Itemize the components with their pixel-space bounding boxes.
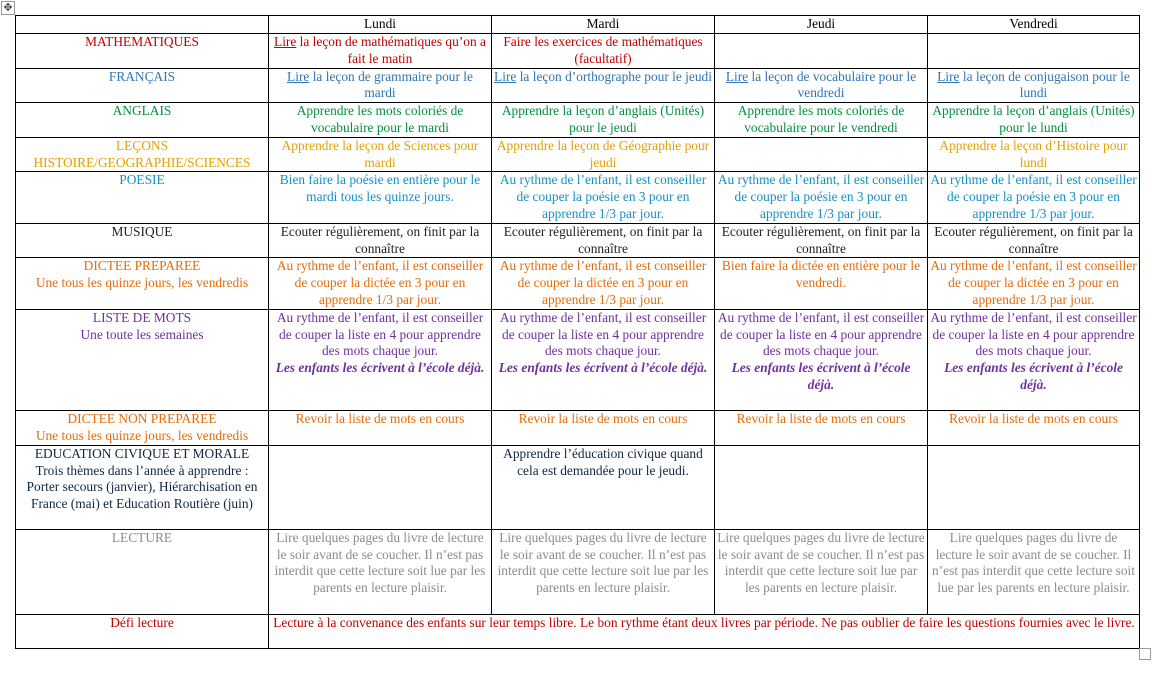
header-jeudi: Jeudi (715, 16, 928, 34)
cell-poesie-jeudi: Au rythme de l’enfant, il est conseiller de couper la poésie en 3 pour en apprendre 1/3 par jour. (715, 172, 928, 223)
cell-maths-vendredi (928, 34, 1140, 69)
cell-text: la leçon de vocabulaire pour le vendredi (748, 68, 917, 101)
cell-text: la leçon de mathématiques qu’on a fait le matin (296, 34, 486, 66)
cell-francais-mardi (492, 68, 715, 103)
subject-subtitle: Une tous les quinze jours, les vendredis (35, 275, 249, 291)
subject-subtitle: HISTOIRE/GEOGRAPHIE/SCIENCES (33, 154, 251, 170)
lire-link: Lire (725, 68, 749, 84)
cell-text: Au rythme de l’enfant, il est conseiller de couper la liste en 4 pour apprendre des mots chaque jour. (717, 309, 925, 359)
header-empty-cell (16, 16, 269, 34)
cell-civique-mardi: Apprendre l’éducation civique quand cela est demandée pour le jeudi. (492, 445, 715, 529)
cell-civique-vendredi (928, 445, 1140, 529)
cell-lecture-vendredi: Lire quelques pages du livre de lecture le soir avant de se coucher. Il n’est pas interdit que cette lecture soit lue par les parents en lecture plaisir. (928, 529, 1140, 614)
row-liste-mots (16, 309, 1140, 410)
cell-musique-vendredi: Ecouter régulièrement, on finit par la connaître (928, 223, 1140, 258)
cell-francais-lundi (269, 68, 492, 103)
subject-subtitle: Trois thèmes dans l’année à apprendre : Porter secours (janvier), Hiérarchisation en France (mai) et Education Routière (juin) (26, 462, 258, 512)
subject-lecture: LECTURE (16, 529, 269, 614)
cell-text: Au rythme de l’enfant, il est conseiller de couper la liste en 4 pour apprendre des mots chaque jour. (276, 309, 484, 359)
cell-anglais-jeudi: Apprendre les mots coloriés de vocabulaire pour le vendredi (715, 103, 928, 138)
subject-maths: MATHEMATIQUES (16, 34, 269, 69)
cell-dictee-non-preparee-jeudi: Revoir la liste de mots en cours (715, 410, 928, 445)
row-poesie (16, 172, 1140, 223)
cell-musique-lundi: Ecouter régulièrement, on finit par la connaître (269, 223, 492, 258)
cell-note: Les enfants les écrivent à l’école déjà. (731, 360, 911, 392)
cell-dictee-non-preparee-vendredi: Revoir la liste de mots en cours (928, 410, 1140, 445)
cell-lecons-jeudi (715, 137, 928, 172)
subject-title: LEÇONS (115, 137, 169, 153)
cell-dictee-non-preparee-lundi: Revoir la liste de mots en cours (269, 410, 492, 445)
cell-lecons-vendredi: Apprendre la leçon d’Histoire pour lundi (928, 137, 1140, 172)
cell-lecture-jeudi: Lire quelques pages du livre de lecture le soir avant de se coucher. Il n’est pas interdit que cette lecture soit lue par les parents en lecture plaisir. (715, 529, 928, 614)
cell-liste-mots-lundi (269, 309, 492, 410)
cell-text: Au rythme de l’enfant, il est conseiller de couper la liste en 4 pour apprendre des mots chaque jour. (930, 309, 1137, 359)
cell-anglais-lundi: Apprendre les mots coloriés de vocabulaire pour le mardi (269, 103, 492, 138)
cell-maths-jeudi (715, 34, 928, 69)
cell-text: la leçon de grammaire pour le mardi (309, 68, 473, 101)
cell-civique-jeudi (715, 445, 928, 529)
cell-lecons-mardi: Apprendre la leçon de Géographie pour jeudi (492, 137, 715, 172)
cell-anglais-mardi: Apprendre la leçon d’anglais (Unités) pour le jeudi (492, 103, 715, 138)
row-lecture (16, 529, 1140, 614)
row-francais (16, 68, 1140, 103)
cell-francais-jeudi (715, 68, 928, 103)
cell-poesie-vendredi: Au rythme de l’enfant, il est conseiller de couper la poésie en 3 pour en apprendre 1/3 par jour. (928, 172, 1140, 223)
cell-anglais-vendredi: Apprendre la leçon d’anglais (Unités) pour le lundi (928, 103, 1140, 138)
lire-link: Lire (287, 68, 310, 84)
table-resize-handle-icon[interactable] (1139, 648, 1151, 660)
cell-maths-lundi (269, 34, 492, 69)
cell-dictee-non-preparee-mardi: Revoir la liste de mots en cours (492, 410, 715, 445)
table-move-handle-icon[interactable]: ✥ (1, 1, 15, 15)
lire-link: Lire (494, 68, 517, 84)
header-lundi: Lundi (269, 16, 492, 34)
cell-francais-vendredi (928, 68, 1140, 103)
subject-subtitle: Une toute les semaines (80, 326, 204, 342)
subject-title: DICTEE NON PREPAREE (67, 410, 217, 426)
subject-francais: FRANÇAIS (16, 68, 269, 103)
cell-poesie-lundi: Bien faire la poésie en entière pour le mardi tous les quinze jours. (269, 172, 492, 223)
header-vendredi: Vendredi (928, 16, 1140, 34)
row-musique (16, 223, 1140, 258)
cell-lecture-lundi: Lire quelques pages du livre de lecture le soir avant de se coucher. Il n’est pas interdit que cette lecture soit lue par les parents en lecture plaisir. (269, 529, 492, 614)
row-dictee-preparee (16, 258, 1140, 309)
cell-defi-lecture: Lecture à la convenance des enfants sur leur temps libre. Le bon rythme étant deux livres par période. Ne pas oublier de faire les questions fournies avec le livre. (269, 614, 1140, 648)
cell-civique-lundi (269, 445, 492, 529)
row-anglais (16, 103, 1140, 138)
lire-link: Lire (274, 34, 297, 49)
subject-dictee-non-preparee (16, 410, 269, 445)
cell-dictee-preparee-mardi: Au rythme de l’enfant, il est conseiller de couper la dictée en 3 pour en apprendre 1/3 par jour. (492, 258, 715, 309)
cell-liste-mots-vendredi (928, 309, 1140, 410)
cell-liste-mots-jeudi (715, 309, 928, 410)
row-maths (16, 34, 1140, 69)
cell-lecons-lundi: Apprendre la leçon de Sciences pour mardi (269, 137, 492, 172)
cell-musique-jeudi: Ecouter régulièrement, on finit par la connaître (715, 223, 928, 258)
subject-title: DICTEE PREPAREE (83, 258, 201, 274)
cell-liste-mots-mardi (492, 309, 715, 410)
subject-poesie: POESIE (16, 172, 269, 223)
subject-lecons (16, 137, 269, 172)
header-mardi: Mardi (492, 16, 715, 34)
cell-poesie-mardi: Au rythme de l’enfant, il est conseiller de couper la poésie en 3 pour en apprendre 1/3 par jour. (492, 172, 715, 223)
subject-title: LISTE DE MOTS (92, 309, 192, 325)
cell-note: Les enfants les écrivent à l’école déjà. (275, 360, 485, 376)
homework-planner-table (15, 15, 1140, 649)
header-row (16, 16, 1140, 34)
cell-maths-mardi: Faire les exercices de mathématiques (facultatif) (492, 34, 715, 69)
subject-civique (16, 445, 269, 529)
row-defi-lecture (16, 614, 1140, 648)
row-lecons (16, 137, 1140, 172)
row-civique (16, 445, 1140, 529)
subject-dictee-preparee (16, 258, 269, 309)
cell-text: Au rythme de l’enfant, il est conseiller de couper la liste en 4 pour apprendre des mots chaque jour. (499, 309, 707, 359)
subject-subtitle: Une tous les quinze jours, les vendredis (35, 427, 249, 443)
cell-dictee-preparee-jeudi: Bien faire la dictée en entière pour le vendredi. (715, 258, 928, 309)
subject-defi-lecture: Défi lecture (16, 614, 269, 648)
cell-text: la leçon de conjugaison pour le lundi (959, 68, 1130, 101)
subject-anglais: ANGLAIS (16, 103, 269, 138)
cell-lecture-mardi: Lire quelques pages du livre de lecture le soir avant de se coucher. Il n’est pas interdit que cette lecture soit lue par les parents en lecture plaisir. (492, 529, 715, 614)
cell-musique-mardi: Ecouter régulièrement, on finit par la connaître (492, 223, 715, 258)
cell-dictee-preparee-lundi: Au rythme de l’enfant, il est conseiller de couper la dictée en 3 pour en apprendre 1/3 par jour. (269, 258, 492, 309)
cell-note: Les enfants les écrivent à l’école déjà. (498, 360, 708, 376)
cell-dictee-preparee-vendredi: Au rythme de l’enfant, il est conseiller de couper la dictée en 3 pour en apprendre 1/3 par jour. (928, 258, 1140, 309)
subject-title: EDUCATION CIVIQUE ET MORALE (34, 445, 250, 461)
row-dictee-non-preparee (16, 410, 1140, 445)
lire-link: Lire (937, 68, 960, 84)
subject-musique: MUSIQUE (16, 223, 269, 258)
subject-liste-mots (16, 309, 269, 410)
cell-note: Les enfants les écrivent à l’école déjà. (944, 360, 1123, 392)
cell-text: la leçon d’orthographe pour le jeudi (516, 68, 712, 84)
